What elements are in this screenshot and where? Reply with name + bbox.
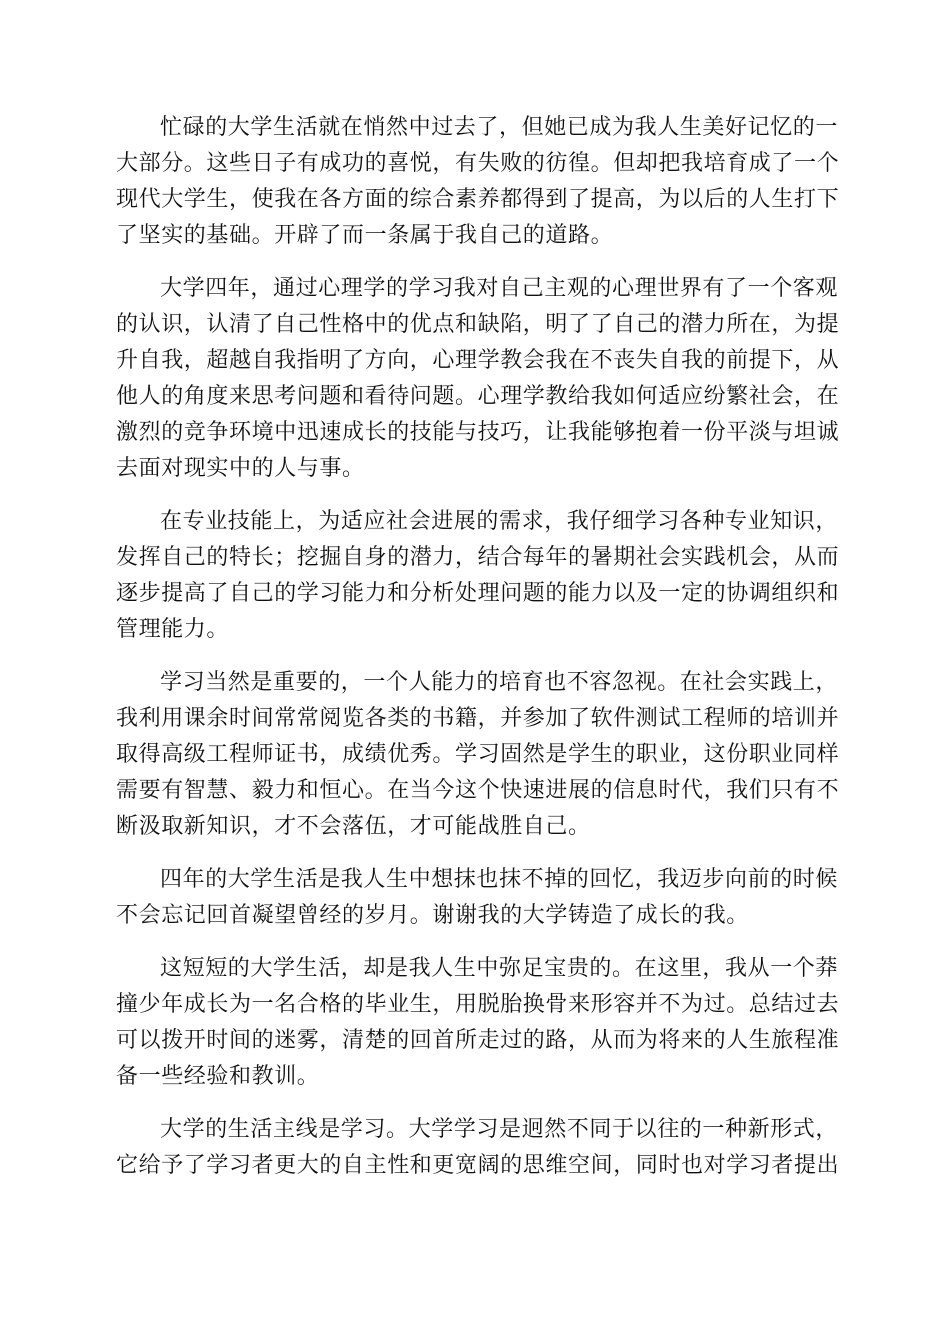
text-line: 逐步提高了自己的学习能力和分析处理问题的能力以及一定的协调组织和 xyxy=(116,581,840,606)
paragraph xyxy=(116,504,840,648)
text-line: 去面对现实中的人与事。 xyxy=(116,456,365,481)
text-line: 我利用课余时间常常阅览各类的书籍，并参加了软件测试工程师的培训并 xyxy=(116,706,840,731)
paragraph xyxy=(116,951,840,1095)
text-line: 撞少年成长为一名合格的毕业生，用脱胎换骨来形容并不为过。总结过去 xyxy=(116,992,840,1017)
text-line: 在专业技能上，为适应社会进展的需求，我仔细学习各种专业知识， xyxy=(160,509,839,534)
text-line: 他人的角度来思考问题和看待问题。心理学教给我如何适应纷繁社会，在 xyxy=(116,384,840,409)
text-line: 取得高级工程师证书，成绩优秀。学习固然是学生的职业，这份职业同样 xyxy=(116,742,840,767)
paragraph xyxy=(116,271,840,487)
document-body xyxy=(116,110,840,1201)
text-line: 忙碌的大学生活就在悄然中过去了，但她已成为我人生美好记忆的一 xyxy=(160,115,839,140)
text-line: 需要有智慧、毅力和恒心。在当今这个快速进展的信息时代，我们只有不 xyxy=(116,778,840,803)
text-line: 备一些经验和教训。 xyxy=(116,1064,320,1089)
text-line: 四年的大学生活是我人生中想抹也抹不掉的回忆，我迈步向前的时候 xyxy=(160,867,839,892)
text-line: 这短短的大学生活，却是我人生中弥足宝贵的。在这里，我从一个莽 xyxy=(160,956,839,981)
text-line: 可以拨开时间的迷雾，清楚的回首所走过的路，从而为将来的人生旅程准 xyxy=(116,1028,840,1053)
text-line: 激烈的竞争环境中迅速成长的技能与技巧，让我能够抱着一份平淡与坦诚 xyxy=(116,420,840,445)
text-line: 大部分。这些日子有成功的喜悦，有失败的彷徨。但却把我培育成了一个 xyxy=(116,151,840,176)
text-line: 大学四年，通过心理学的学习我对自己主观的心理世界有了一个客观 xyxy=(160,276,839,301)
paragraph xyxy=(116,862,839,934)
text-line: 学习当然是重要的，一个人能力的培育也不容忽视。在社会实践上， xyxy=(160,670,839,695)
text-line: 了坚实的基础。开辟了而一条属于我自己的道路。 xyxy=(116,223,614,248)
paragraph xyxy=(116,110,840,254)
text-line: 不会忘记回首凝望曾经的岁月。谢谢我的大学铸造了成长的我。 xyxy=(116,903,749,928)
paragraph xyxy=(116,1112,840,1184)
paragraph xyxy=(116,665,840,845)
text-line: 现代大学生，使我在各方面的综合素养都得到了提高，为以后的人生打下 xyxy=(116,187,840,212)
text-line: 大学的生活主线是学习。大学学习是迥然不同于以往的一种新形式， xyxy=(160,1117,839,1142)
text-line: 的认识，认清了自己性格中的优点和缺陷，明了了自己的潜力所在，为提 xyxy=(116,312,840,337)
text-line: 它给予了学习者更大的自主性和更宽阔的思维空间，同时也对学习者提出 xyxy=(116,1153,840,1178)
text-line: 发挥自己的特长；挖掘自身的潜力，结合每年的暑期社会实践机会，从而 xyxy=(116,545,840,570)
text-line: 管理能力。 xyxy=(116,617,230,642)
text-line: 断汲取新知识，才不会落伍，才可能战胜自己。 xyxy=(116,814,591,839)
text-line: 升自我，超越自我指明了方向，心理学教会我在不丧失自我的前提下，从 xyxy=(116,348,840,373)
